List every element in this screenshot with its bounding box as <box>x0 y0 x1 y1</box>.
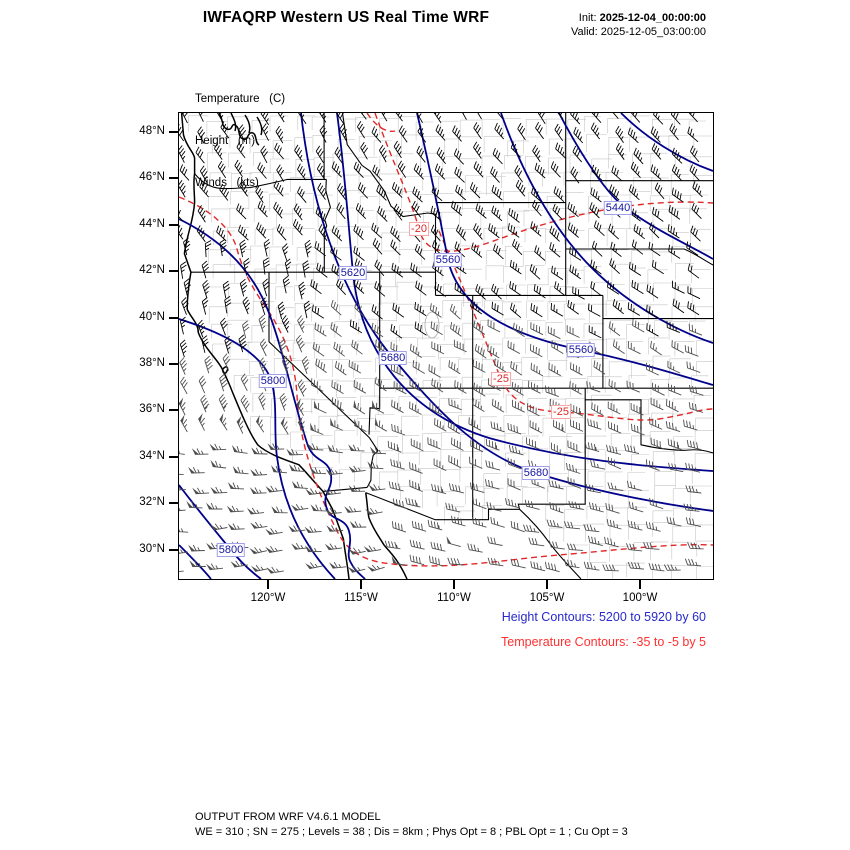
y-axis-tick <box>169 270 178 272</box>
x-axis-tick <box>453 580 455 589</box>
height-contour-label: 5440 <box>605 202 631 214</box>
footer-model-line: OUTPUT FROM WRF V4.6.1 MODEL <box>195 811 381 823</box>
footer-params-line: WE = 310 ; SN = 275 ; Levels = 38 ; Dis = 8km ; Phys Opt = 8 ; PBL Opt = 1 ; Cu Opt = 3 <box>195 826 628 838</box>
y-axis-tick <box>169 549 178 551</box>
height-contour-label: 5800 <box>260 375 286 387</box>
temperature-contour-label: -25 <box>553 406 569 418</box>
y-axis-label: 48°N <box>139 125 165 137</box>
y-axis-label: 46°N <box>139 171 165 183</box>
run-time-block <box>460 11 706 39</box>
page-title: IWFAQRP Western US Real Time WRF <box>202 9 490 26</box>
x-axis-tick <box>360 580 362 589</box>
y-axis-label: 38°N <box>139 357 165 369</box>
y-axis-tick <box>169 317 178 319</box>
valid-label: Valid: <box>571 26 598 38</box>
init-label: Init: <box>578 12 597 24</box>
temperature-contour-label: -20 <box>411 223 427 235</box>
valid-value: 2025-12-05_03:00:00 <box>600 26 706 38</box>
x-axis-label: 100°W <box>622 592 658 604</box>
temperature-contour-label: -25 <box>493 373 509 385</box>
y-axis-label: 34°N <box>139 450 165 462</box>
y-axis-label: 44°N <box>139 218 165 230</box>
y-axis-tick <box>169 409 178 411</box>
y-axis-tick <box>169 224 178 226</box>
y-axis-tick <box>169 456 178 458</box>
legend-temperature: Temperature (C) <box>195 93 286 105</box>
height-contour-label: 5680 <box>523 467 549 479</box>
y-axis-label: 30°N <box>139 543 165 555</box>
height-contour-label: 5560 <box>435 254 461 266</box>
caption-height-contours: Height Contours: 5200 to 5920 by 60 <box>501 610 706 624</box>
x-axis-tick <box>267 580 269 589</box>
height-contour-label: 5620 <box>340 267 366 279</box>
y-axis-label: 42°N <box>139 264 165 276</box>
x-axis-tick <box>639 580 641 589</box>
y-axis-label: 36°N <box>139 403 165 415</box>
weather-map-frame <box>178 112 714 580</box>
height-contour-label: 5560 <box>568 344 594 356</box>
model-footer <box>195 810 628 840</box>
x-axis-label: 105°W <box>529 592 565 604</box>
legend-winds: Winds (kts) <box>195 177 259 189</box>
height-contour-label: 5680 <box>380 352 406 364</box>
init-time-line <box>460 11 706 25</box>
y-axis-tick <box>169 131 178 133</box>
height-contour-label: 5800 <box>218 544 244 556</box>
init-value: 2025-12-04_00:00:00 <box>599 12 706 24</box>
valid-time-line <box>460 25 706 39</box>
legend-height: Height (m) <box>195 135 256 147</box>
y-axis-tick <box>169 502 178 504</box>
weather-map-plot <box>179 113 713 579</box>
caption-temperature-contours: Temperature Contours: -35 to -5 by 5 <box>501 635 706 649</box>
y-axis-label: 32°N <box>139 496 165 508</box>
y-axis-label: 40°N <box>139 311 165 323</box>
y-axis-tick <box>169 177 178 179</box>
y-axis-tick <box>169 363 178 365</box>
x-axis-label: 110°W <box>437 592 471 604</box>
x-axis-label: 115°W <box>344 592 378 604</box>
x-axis-label: 120°W <box>250 592 286 604</box>
x-axis-tick <box>546 580 548 589</box>
